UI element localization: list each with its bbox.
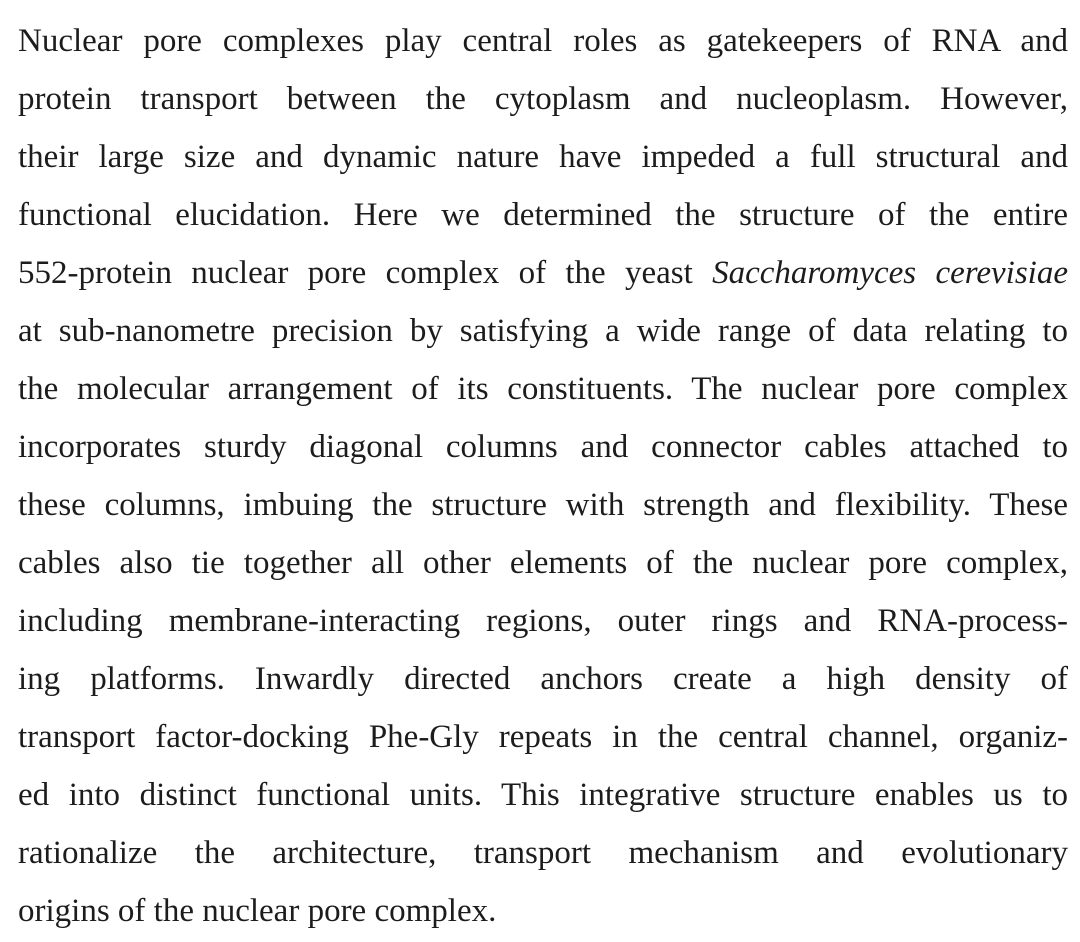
species-name: Saccharomyces cerevisiae — [712, 255, 1068, 291]
text-line: including membrane-interacting regions, outer rings and RNA-process- — [18, 603, 1068, 639]
text-line: protein transport between the cytoplasm and nucleoplasm. However, — [18, 81, 1068, 117]
text-run: 552-protein nuclear pore complex of the yeast — [18, 255, 713, 291]
text-line — [18, 244, 1068, 302]
text-line: these columns, imbuing the structure with strength and flexibility. These — [18, 487, 1068, 523]
text-line: functional elucidation. Here we determined the structure of the entire — [18, 197, 1068, 233]
text-line: their large size and dynamic nature have impeded a full structural and — [18, 139, 1068, 175]
text-line: Nuclear pore complexes play central roles as gatekeepers of RNA and — [18, 23, 1068, 59]
text-line: cables also tie together all other elements of the nuclear pore complex, — [18, 545, 1068, 581]
text-line: at sub-nanometre precision by satisfying a wide range of data relating to — [18, 313, 1068, 349]
text-line: incorporates sturdy diagonal columns and connector cables attached to — [18, 429, 1068, 465]
text-line: ed into distinct functional units. This integrative structure enables us to — [18, 777, 1068, 813]
text-line: origins of the nuclear pore complex. — [18, 893, 497, 929]
text-line: rationalize the architecture, transport mechanism and evolutionary — [18, 835, 1068, 871]
text-line: transport factor-docking Phe-Gly repeats in the central channel, organiz- — [18, 719, 1068, 755]
abstract-paragraph — [18, 12, 1068, 940]
text-line: ing platforms. Inwardly directed anchors create a high density of — [18, 661, 1068, 697]
text-line: the molecular arrangement of its constituents. The nuclear pore complex — [18, 371, 1068, 407]
